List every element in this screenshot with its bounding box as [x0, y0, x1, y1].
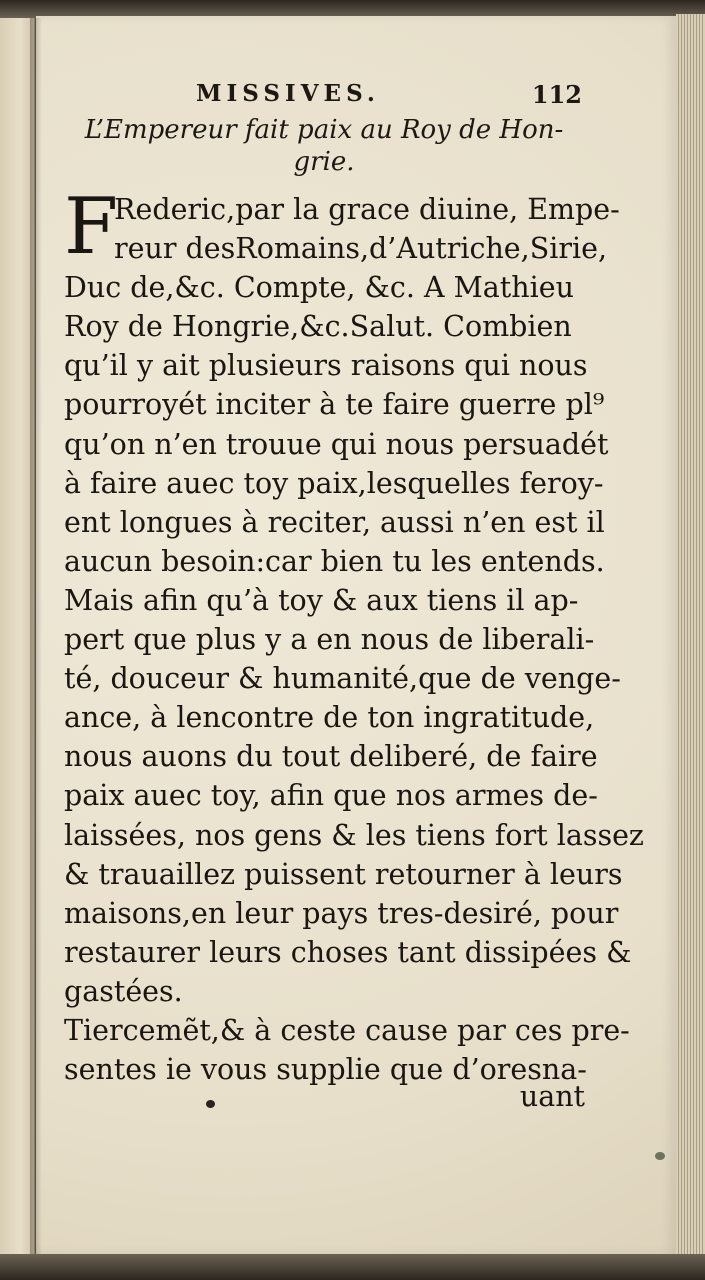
text-line: Rederic,par la grace diuine, Empe- — [114, 193, 620, 226]
folio-number: 112 — [531, 80, 582, 109]
text-line: Duc de,&c. Compte, &c. A Mathieu — [64, 271, 574, 305]
letter-body — [64, 182, 644, 1089]
text-line: sentes ie vous supplie que d’oresna- — [64, 1053, 587, 1087]
stain-spot — [655, 1152, 665, 1160]
text-line: pert que plus y a en nous de liberali- — [64, 623, 595, 657]
heading-line: grie. — [293, 147, 355, 177]
heading-line: L’Empereur fait paix au Roy de Hon- — [84, 115, 564, 145]
drop-cap: F — [64, 182, 119, 272]
catchword: uant — [519, 1080, 585, 1113]
text-line: ent longues à reciter, aussi n’en est il — [64, 505, 605, 539]
text-line: aucun besoin:car bien tu les entends. — [64, 544, 605, 578]
text-line: té, douceur & humanité,que de venge- — [64, 662, 621, 696]
text-line: Tiercemẽt,& à ceste cause par ces pre- — [64, 1013, 630, 1047]
text-line: nous auons du tout deliberé, de faire — [64, 740, 598, 774]
text-line: & trauaillez puissent retourner à leurs — [64, 857, 623, 891]
page-header — [64, 80, 584, 110]
text-line: maisons,en leur pays tres-desiré, pour — [64, 896, 619, 930]
text-line: ance, à lencontre de ton ingratitude, — [64, 701, 595, 735]
text-line: Mais afin qu’à toy & aux tiens il ap- — [64, 583, 579, 617]
gutter-shadow — [30, 18, 42, 1258]
letter-heading — [64, 114, 584, 178]
running-title: MISSIVES. — [196, 80, 380, 107]
text-line: qu’on n’en trouue qui nous persuadét — [64, 427, 609, 461]
text-line: Roy de Hongrie,&c.Salut. Combien — [64, 310, 572, 344]
text-line: gastées. — [64, 974, 183, 1008]
text-line: qu’il y ait plusieurs raisons qui nous — [64, 349, 588, 383]
text-line: restaurer leurs choses tant dissipées & — [64, 935, 632, 969]
text-line: à faire auec toy paix,lesquelles feroy- — [64, 466, 604, 500]
text-line: laissées, nos gens & les tiens fort lassez — [64, 818, 644, 852]
text-line: paix auec toy, afin que nos armes de- — [64, 779, 598, 813]
ink-speck — [206, 1100, 215, 1108]
text-line: pourroyét inciter à te faire guerre pl⁹ — [64, 388, 605, 422]
text-line: reur desRomains,d’Autriche,Sirie, — [114, 232, 608, 266]
background-bottom — [0, 1254, 705, 1280]
page-stack-edge — [676, 14, 705, 1260]
